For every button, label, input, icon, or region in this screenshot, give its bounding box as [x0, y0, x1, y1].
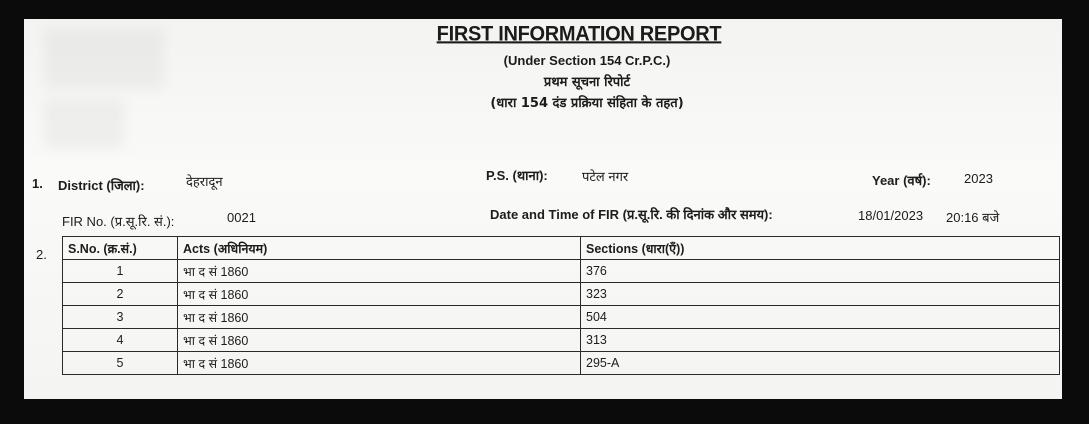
column-header-sno: S.No. (क्र.सं.) — [63, 237, 178, 260]
district-label: District (जिला): — [58, 178, 145, 193]
cell-sno: 5 — [63, 352, 178, 375]
district-value: देहरादून — [186, 174, 223, 189]
cell-section: 295-A — [581, 352, 1060, 375]
cell-act: भा द सं 1860 — [178, 283, 581, 306]
table-header-row — [63, 237, 1060, 260]
document-page — [24, 19, 1062, 399]
cell-act: भा द सं 1860 — [178, 260, 581, 283]
item-number-1: 1. — [32, 176, 43, 191]
report-title: FIRST INFORMATION REPORT — [436, 22, 722, 46]
cell-act: भा द सं 1860 — [178, 352, 581, 375]
table-row — [63, 283, 1060, 306]
year-value: 2023 — [964, 171, 993, 186]
fir-date-value: 18/01/2023 — [858, 208, 924, 223]
table-row — [63, 306, 1060, 329]
fir-number-label: FIR No. (प्र.सू.रि. सं.): — [62, 214, 175, 229]
report-subtitle: (Under Section 154 Cr.P.C.) — [503, 53, 671, 68]
acts-sections-table — [62, 236, 1060, 375]
police-station-label: P.S. (थाना): — [486, 168, 548, 183]
fir-time-value: 20:16 बजे — [946, 210, 1000, 225]
cell-section: 323 — [581, 283, 1060, 306]
table-row — [63, 352, 1060, 375]
bleed-through-mark — [44, 99, 124, 149]
cell-act: भा द सं 1860 — [178, 306, 581, 329]
police-station-value: पटेल नगर — [582, 169, 629, 184]
bleed-through-mark — [44, 29, 164, 89]
table-row — [63, 329, 1060, 352]
fir-number-value: 0021 — [227, 210, 256, 225]
column-header-acts: Acts (अधिनियम) — [178, 237, 581, 260]
table-row — [63, 260, 1060, 283]
cell-sno: 2 — [63, 283, 178, 306]
report-title-hindi: प्रथम सूचना रिपोर्ट — [543, 75, 631, 90]
cell-sno: 3 — [63, 306, 178, 329]
column-header-sections: Sections (धारा(एँ)) — [581, 237, 1060, 260]
item-number-2: 2. — [36, 247, 47, 262]
cell-section: 504 — [581, 306, 1060, 329]
cell-sno: 4 — [63, 329, 178, 352]
report-subtitle-hindi: (धारा 154 दंड प्रक्रिया संहिता के तहत) — [490, 96, 684, 111]
cell-act: भा द सं 1860 — [178, 329, 581, 352]
cell-sno: 1 — [63, 260, 178, 283]
year-label: Year (वर्ष): — [872, 173, 931, 188]
fir-date-label: Date and Time of FIR (प्र.सू.रि. की दिनांक और समय): — [490, 207, 773, 222]
cell-section: 376 — [581, 260, 1060, 283]
cell-section: 313 — [581, 329, 1060, 352]
